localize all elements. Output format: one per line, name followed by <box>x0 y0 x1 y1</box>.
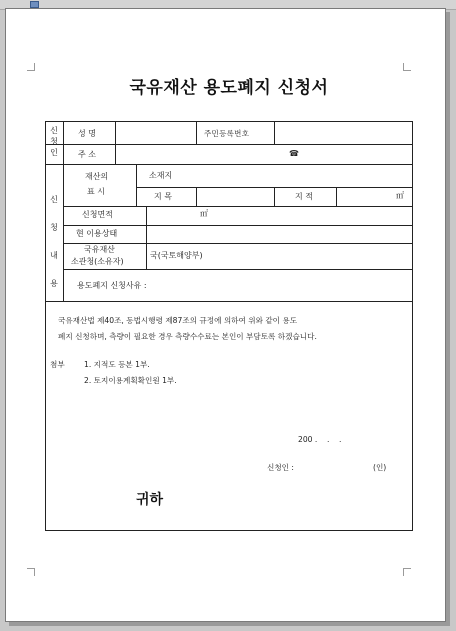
property-label-line1: 재산의 <box>85 172 109 181</box>
name-label: 성 명 <box>78 129 96 138</box>
location-label: 소재지 <box>149 171 173 180</box>
manager-value: 국(국토해양부) <box>150 251 203 260</box>
margin-corner-bottom-left <box>27 568 35 576</box>
applied-area-unit: ㎡ <box>200 209 208 218</box>
application-date: 200 . . . <box>298 435 342 444</box>
seal-mark: (인) <box>373 463 387 472</box>
request-section-label: 신청내용 <box>50 195 58 288</box>
form-title: 국유재산 용도폐지 신청서 <box>129 78 329 98</box>
area-unit: ㎡ <box>396 191 404 200</box>
applicant-signature-label: 신청인 : <box>267 463 294 472</box>
attachment-item-1: 1. 지적도 등본 1부. <box>84 360 150 369</box>
property-label-line2: 표 시 <box>87 187 105 196</box>
declaration-line-1: 국유재산법 제40조, 동법시행령 제87조의 규정에 의하여 위와 같이 용도 <box>58 316 298 325</box>
applicant-section-label: 신청인 <box>50 126 58 157</box>
margin-corner-top-left <box>27 63 35 71</box>
current-use-label: 현 이용상태 <box>76 229 118 238</box>
attachment-label: 첨부 <box>50 360 65 369</box>
reason-label: 용도폐지 신청사유 : <box>77 281 147 290</box>
page-shadow-right <box>446 12 450 626</box>
application-form <box>45 121 413 531</box>
recipient-label: 귀하 <box>136 492 164 508</box>
land-category-label: 지 목 <box>154 192 172 201</box>
attachment-item-2: 2. 토지이용계획확인원 1부. <box>84 376 177 385</box>
margin-corner-bottom-right <box>403 568 411 576</box>
document-icon <box>30 1 39 8</box>
area-label: 지 적 <box>295 192 313 201</box>
margin-corner-top-right <box>403 63 411 71</box>
manager-label-line2: 소관청(소유자) <box>71 257 124 266</box>
declaration-line-2: 폐지 신청하며, 측량이 필요한 경우 측량수수료는 본인이 부담토록 하겠습니다. <box>58 332 317 341</box>
resident-number-label: 주민등록번호 <box>204 129 250 138</box>
applied-area-label: 신청면적 <box>82 210 113 219</box>
address-label: 주 소 <box>78 150 96 159</box>
phone-symbol: ☎ <box>289 149 299 158</box>
page-shadow-bottom <box>9 622 450 626</box>
manager-label-line1: 국유재산 <box>84 245 115 254</box>
